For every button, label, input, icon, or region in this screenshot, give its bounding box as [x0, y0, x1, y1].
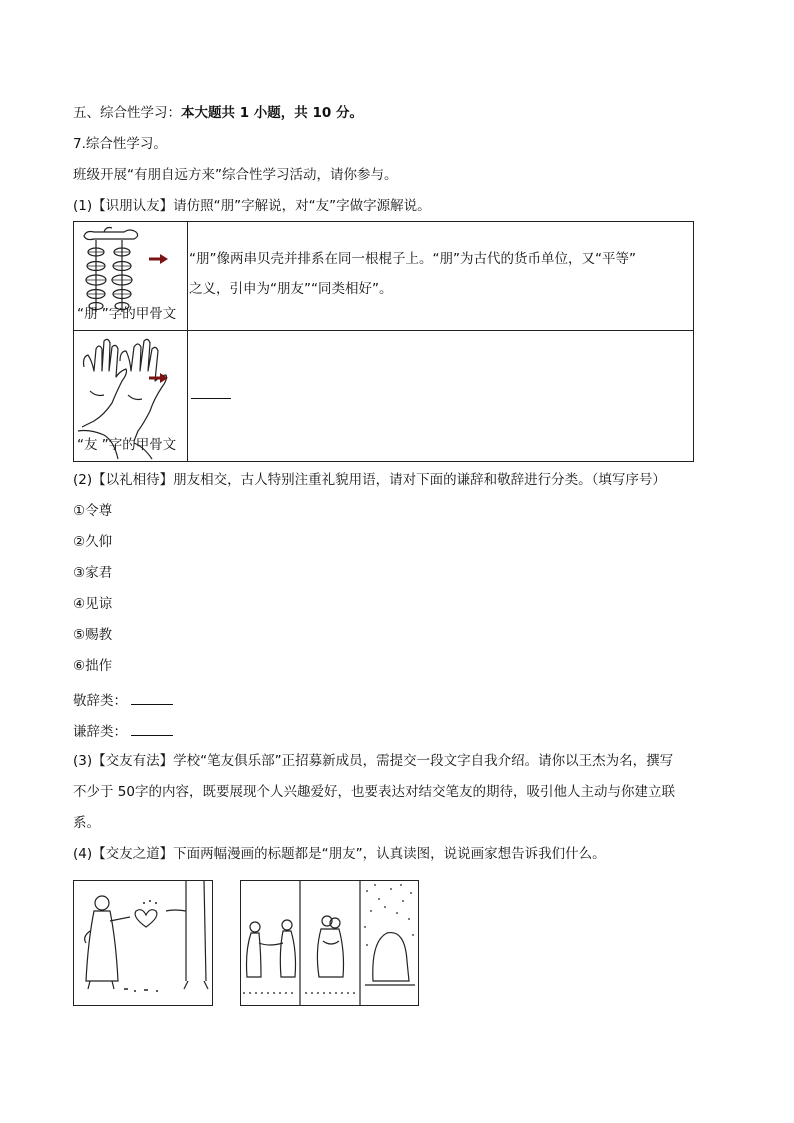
- honorific-label: 敬辞类：: [73, 693, 127, 709]
- comic-one-illustration-icon: [74, 881, 212, 1005]
- humble-blank[interactable]: [131, 721, 173, 736]
- honorific-blank[interactable]: [131, 690, 173, 705]
- peng-explanation: [189, 244, 694, 304]
- humble-row: [73, 721, 173, 741]
- section-heading-prefix: 五、综合性学习：: [73, 105, 181, 121]
- you-caption: “友 ”字的甲骨文: [77, 437, 177, 453]
- honorific-row: [73, 690, 173, 710]
- part2-label: (2)【以礼相待】朋友相交，古人特别注重礼貌用语，请对下面的谦辞和敬辞进行分类。（填写序号）: [73, 472, 666, 488]
- peng-caption: “朋 ”字的甲骨文: [77, 306, 177, 322]
- part3-line3: 系。: [73, 815, 100, 831]
- part3-line1: (3)【交友有法】学校“笔友俱乐部”正招募新成员，需提交一段文字自我介绍。请你以王杰为名，撰写: [73, 753, 674, 769]
- section-heading: [73, 104, 363, 122]
- you-answer-blank[interactable]: [191, 398, 231, 399]
- question-title: 7.综合性学习。: [73, 136, 167, 152]
- peng-explanation-line2: 之义，引申为“朋友”“同类相好”。: [189, 281, 393, 297]
- section-heading-bold: 本大题共 1 小题，共 10 分。: [181, 105, 363, 121]
- comic-two-illustration-icon: [241, 881, 418, 1005]
- activity-intro: 班级开展“有朋自远方来”综合性学习活动，请你参与。: [73, 167, 398, 183]
- part3-line2: 不少于 50字的内容，既要展现个人兴趣爱好，也要表达对结交笔友的期待，吸引他人主动与你建立联: [73, 784, 675, 800]
- part2-item-4: ④见谅: [73, 596, 113, 612]
- comic-two: [240, 880, 419, 1006]
- peng-oracle-image: [74, 222, 187, 330]
- part2-item-5: ⑤赐教: [73, 627, 113, 643]
- peng-explanation-line1: “朋”像两串贝壳并排系在同一根棍子上。“朋”为古代的货币单位，又“平等”: [189, 251, 636, 267]
- part2-item-1: ①令尊: [73, 503, 113, 519]
- part2-item-2: ②久仰: [73, 534, 113, 550]
- comic-one: [73, 880, 213, 1006]
- part2-item-6: ⑥拙作: [73, 658, 113, 674]
- table-column-divider: [187, 222, 188, 461]
- humble-label: 谦辞类：: [73, 724, 127, 740]
- part2-item-3: ③家君: [73, 565, 113, 581]
- part4-label: (4)【交友之道】下面两幅漫画的标题都是“朋友”，认真读图，说说画家想告诉我们什么。: [73, 846, 606, 862]
- you-oracle-image: [74, 331, 187, 462]
- character-origin-table: [73, 221, 694, 462]
- part1-label: (1)【识朋认友】请仿照“朋”字解说，对“友”字做字源解说。: [73, 198, 431, 214]
- arrow-icon: [149, 254, 168, 264]
